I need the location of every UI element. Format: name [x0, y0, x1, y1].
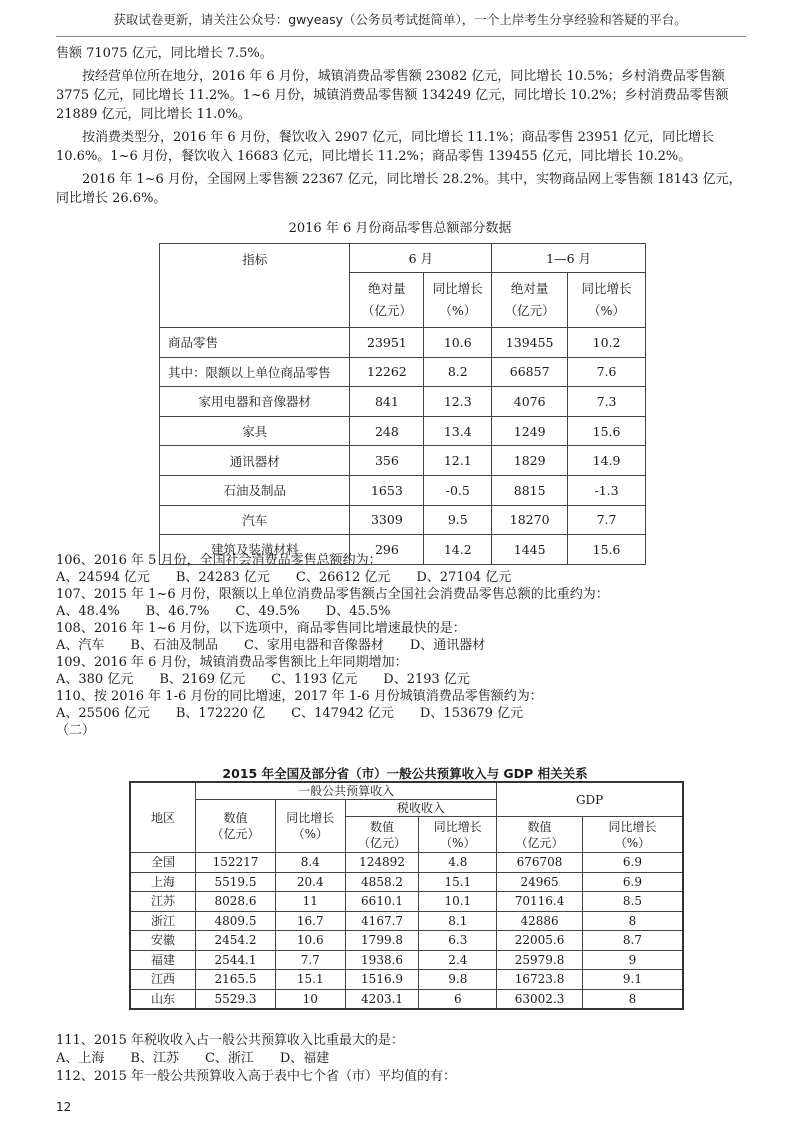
table-cell: 7.6 [568, 357, 646, 387]
row-label: 通讯器材 [160, 446, 350, 476]
sub-header-abs: 绝对量 （亿元） [350, 273, 424, 328]
table-cell: 12.3 [424, 387, 492, 417]
row-label: 山东 [130, 989, 196, 1009]
table-cell: 139455 [492, 328, 568, 358]
table-cell: 8.1 [419, 911, 497, 931]
table-cell: 10.2 [568, 328, 646, 358]
table-cell: 841 [350, 387, 424, 417]
table-cell: 1829 [492, 446, 568, 476]
sub-header-value: 数值 （亿元） [196, 800, 276, 853]
row-label: 江苏 [130, 892, 196, 912]
sub-header-growth: 同比增长 （%） [424, 273, 492, 328]
table2-title: 2015 年全国及部分省（市）一般公共预算收入与 GDP 相关关系 [222, 766, 588, 781]
paragraph-4: 2016 年 1~6 月份，全国网上零售额 22367 亿元，同比增长 28.2%。其中，实物商品网上零售额 18143 亿元，同比增长 26.6%。 [56, 172, 742, 206]
table-row [160, 475, 646, 505]
table-cell: 8.4 [275, 853, 345, 873]
sub-header-value: 数值 （亿元） [345, 817, 419, 853]
table-row [160, 446, 646, 476]
table-cell: 11 [275, 892, 345, 912]
table-cell: 8028.6 [196, 892, 276, 912]
options-108: A、汽车 B、石油及制品 C、家用电器和音像器材 D、通讯器材 [56, 638, 486, 653]
question-112: 112、2015 年一般公共预算收入高于表中七个省（市）平均值的有： [56, 1069, 457, 1084]
table-row [160, 416, 646, 446]
table-row [130, 950, 683, 970]
table-cell: 22005.6 [497, 931, 583, 951]
row-label: 家用电器和音像器材 [160, 387, 350, 417]
sub-header-growth: 同比增长 （%） [275, 800, 345, 853]
table-cell: 25979.8 [497, 950, 583, 970]
col-budget: 一般公共预算收入 [196, 782, 497, 800]
table-cell: 1516.9 [345, 970, 419, 990]
table-cell: 4858.2 [345, 872, 419, 892]
table-cell: 8815 [492, 475, 568, 505]
col-june: 6 月 [350, 244, 492, 273]
table-cell: 10 [275, 989, 345, 1009]
table-cell: 63002.3 [497, 989, 583, 1009]
page-header: 获取试卷更新，请关注公众号：gwyeasy（公务员考试挺简单），一个上岸考生分享经验和答疑的平台。 [113, 12, 687, 27]
table-row [160, 505, 646, 535]
paragraph-3: 按消费类型分，2016 年 6 月份，餐饮收入 2907 亿元，同比增长 11.1%；商品零售 23951 亿元，同比增长 10.6%。1~6 月份，餐饮收入 16683 亿元，同比增长 11.2%；商品零售 139455 亿元，同比增长 10.2%。 [56, 130, 715, 164]
table-cell: 2454.2 [196, 931, 276, 951]
table-cell: 1799.8 [345, 931, 419, 951]
table-cell: 2.4 [419, 950, 497, 970]
sub-header-growth: 同比增长 （%） [582, 817, 683, 853]
options-111: A、上海 B、江苏 C、浙江 D、福建 [56, 1051, 330, 1066]
table-cell: 152217 [196, 853, 276, 873]
table-cell: 4167.7 [345, 911, 419, 931]
table-cell: 676708 [497, 853, 583, 873]
retail-table [159, 243, 646, 565]
table-cell: 15.1 [275, 970, 345, 990]
table-cell: 14.2 [424, 535, 492, 565]
table-cell: 3309 [350, 505, 424, 535]
table-cell: 10.6 [275, 931, 345, 951]
table-cell: 248 [350, 416, 424, 446]
table-cell: 66857 [492, 357, 568, 387]
table-cell: 8.7 [582, 931, 683, 951]
table-cell: 16.7 [275, 911, 345, 931]
table-cell: 2165.5 [196, 970, 276, 990]
table-cell: 15.6 [568, 535, 646, 565]
table-cell: 14.9 [568, 446, 646, 476]
page-number: 12 [56, 1100, 72, 1114]
table-cell: 6.3 [419, 931, 497, 951]
sub-header-growth: 同比增长 （%） [568, 273, 646, 328]
table-cell: 18270 [492, 505, 568, 535]
row-label: 家具 [160, 416, 350, 446]
row-label: 全国 [130, 853, 196, 873]
table-cell: 8.2 [424, 357, 492, 387]
table-cell: 5519.5 [196, 872, 276, 892]
table-cell: 7.3 [568, 387, 646, 417]
row-label: 商品零售 [160, 328, 350, 358]
col-gdp: GDP [497, 782, 683, 817]
table-cell: 8 [582, 911, 683, 931]
table-row [130, 970, 683, 990]
table-cell: 1249 [492, 416, 568, 446]
table-cell: 42886 [497, 911, 583, 931]
table-row [160, 328, 646, 358]
table-cell: 1653 [350, 475, 424, 505]
table1-title: 2016 年 6 月份商品零售总额部分数据 [288, 221, 512, 236]
table-cell: 24965 [497, 872, 583, 892]
table-row [160, 387, 646, 417]
table-cell: 1938.6 [345, 950, 419, 970]
table-cell: 4203.1 [345, 989, 419, 1009]
table-cell: 7.7 [568, 505, 646, 535]
row-label: 上海 [130, 872, 196, 892]
paragraph-2: 按经营单位所在地分，2016 年 6 月份，城镇消费品零售额 23082 亿元，同比增长 10.5%；乡村消费品零售额 3775 亿元，同比增长 11.2%。1~6 月份，城镇消费品零售额 134249 亿元，同比增长 10.2%；乡村消费品零售额 21889 亿元，同比增长 11.0%。 [56, 69, 729, 122]
table-cell: 6.9 [582, 872, 683, 892]
row-label: 安徽 [130, 931, 196, 951]
table-cell: 5529.3 [196, 989, 276, 1009]
options-110: A、25506 亿元 B、172220 亿 C、147942 亿元 D、153679 亿元 [56, 706, 524, 721]
table-cell: 9 [582, 950, 683, 970]
table-cell: 10.1 [419, 892, 497, 912]
question-108: 108、2016 年 1~6 月份，以下选项中，商品零售同比增速最快的是： [56, 621, 466, 636]
table-cell: 16723.8 [497, 970, 583, 990]
question-107: 107、2015 年 1~6 月份，限额以上单位消费品零售额占全国社会消费品零售总额的比重约为： [56, 587, 609, 602]
table-cell: 8 [582, 989, 683, 1009]
table-cell: 10.6 [424, 328, 492, 358]
row-label: 石油及制品 [160, 475, 350, 505]
table-cell: 23951 [350, 328, 424, 358]
header-rule [56, 36, 746, 37]
table-cell: 296 [350, 535, 424, 565]
table-cell: 9.5 [424, 505, 492, 535]
table-cell: 20.4 [275, 872, 345, 892]
table-cell: 4076 [492, 387, 568, 417]
section-label: （二） [56, 723, 96, 738]
question-109: 109、2016 年 6 月份，城镇消费品零售额比上年同期增加： [56, 655, 408, 670]
table-cell: 15.6 [568, 416, 646, 446]
table-cell: 13.4 [424, 416, 492, 446]
table-row [130, 989, 683, 1009]
col-h1: 1—6 月 [492, 244, 646, 273]
row-label: 建筑及装潢材料 [160, 535, 350, 565]
table-row [130, 872, 683, 892]
row-label: 浙江 [130, 911, 196, 931]
options-107: A、48.4% B、46.7% C、49.5% D、45.5% [56, 604, 391, 619]
paragraph-1: 售额 71075 亿元，同比增长 7.5%。 [56, 46, 273, 61]
sub-header-abs: 绝对量 （亿元） [492, 273, 568, 328]
row-label: 汽车 [160, 505, 350, 535]
table-cell: 9.8 [419, 970, 497, 990]
table-cell: 124892 [345, 853, 419, 873]
table-cell: 1445 [492, 535, 568, 565]
table-row [130, 853, 683, 873]
table-cell: 6 [419, 989, 497, 1009]
table-cell: 9.1 [582, 970, 683, 990]
row-label: 其中：限额以上单位商品零售 [160, 357, 350, 387]
table-cell: 7.7 [275, 950, 345, 970]
sub-header-value: 数值 （亿元） [497, 817, 583, 853]
table-cell: 12.1 [424, 446, 492, 476]
table-cell: 356 [350, 446, 424, 476]
table-row [130, 892, 683, 912]
col-region: 地区 [130, 782, 196, 853]
table-cell: -0.5 [424, 475, 492, 505]
col-indicator: 指标 [160, 244, 350, 328]
options-109: A、380 亿元 B、2169 亿元 C、1193 亿元 D、2193 亿元 [56, 672, 470, 687]
options-106: A、24594 亿元 B、24283 亿元 C、26612 亿元 D、27104 亿元 [56, 570, 512, 585]
table-cell: 15.1 [419, 872, 497, 892]
table-cell: 6610.1 [345, 892, 419, 912]
question-110: 110、按 2016 年 1-6 月份的同比增速，2017 年 1-6 月份城镇消费品零售额约为： [56, 689, 543, 704]
table-cell: 12262 [350, 357, 424, 387]
table-cell: -1.3 [568, 475, 646, 505]
table-cell: 70116.4 [497, 892, 583, 912]
table-row [130, 931, 683, 951]
col-tax: 税收收入 [345, 800, 497, 817]
table-cell: 4809.5 [196, 911, 276, 931]
sub-header-growth: 同比增长 （%） [419, 817, 497, 853]
question-106: 106、2016 年 5 月份，全国社会消费品零售总额约为： [56, 553, 382, 568]
table-cell: 2544.1 [196, 950, 276, 970]
row-label: 福建 [130, 950, 196, 970]
row-label: 江西 [130, 970, 196, 990]
table-cell: 8.5 [582, 892, 683, 912]
table-row [160, 357, 646, 387]
budget-gdp-table [129, 781, 684, 1010]
table-cell: 6.9 [582, 853, 683, 873]
table-cell: 4.8 [419, 853, 497, 873]
table-row [130, 911, 683, 931]
question-111: 111、2015 年税收收入占一般公共预算收入比重最大的是： [56, 1033, 405, 1048]
